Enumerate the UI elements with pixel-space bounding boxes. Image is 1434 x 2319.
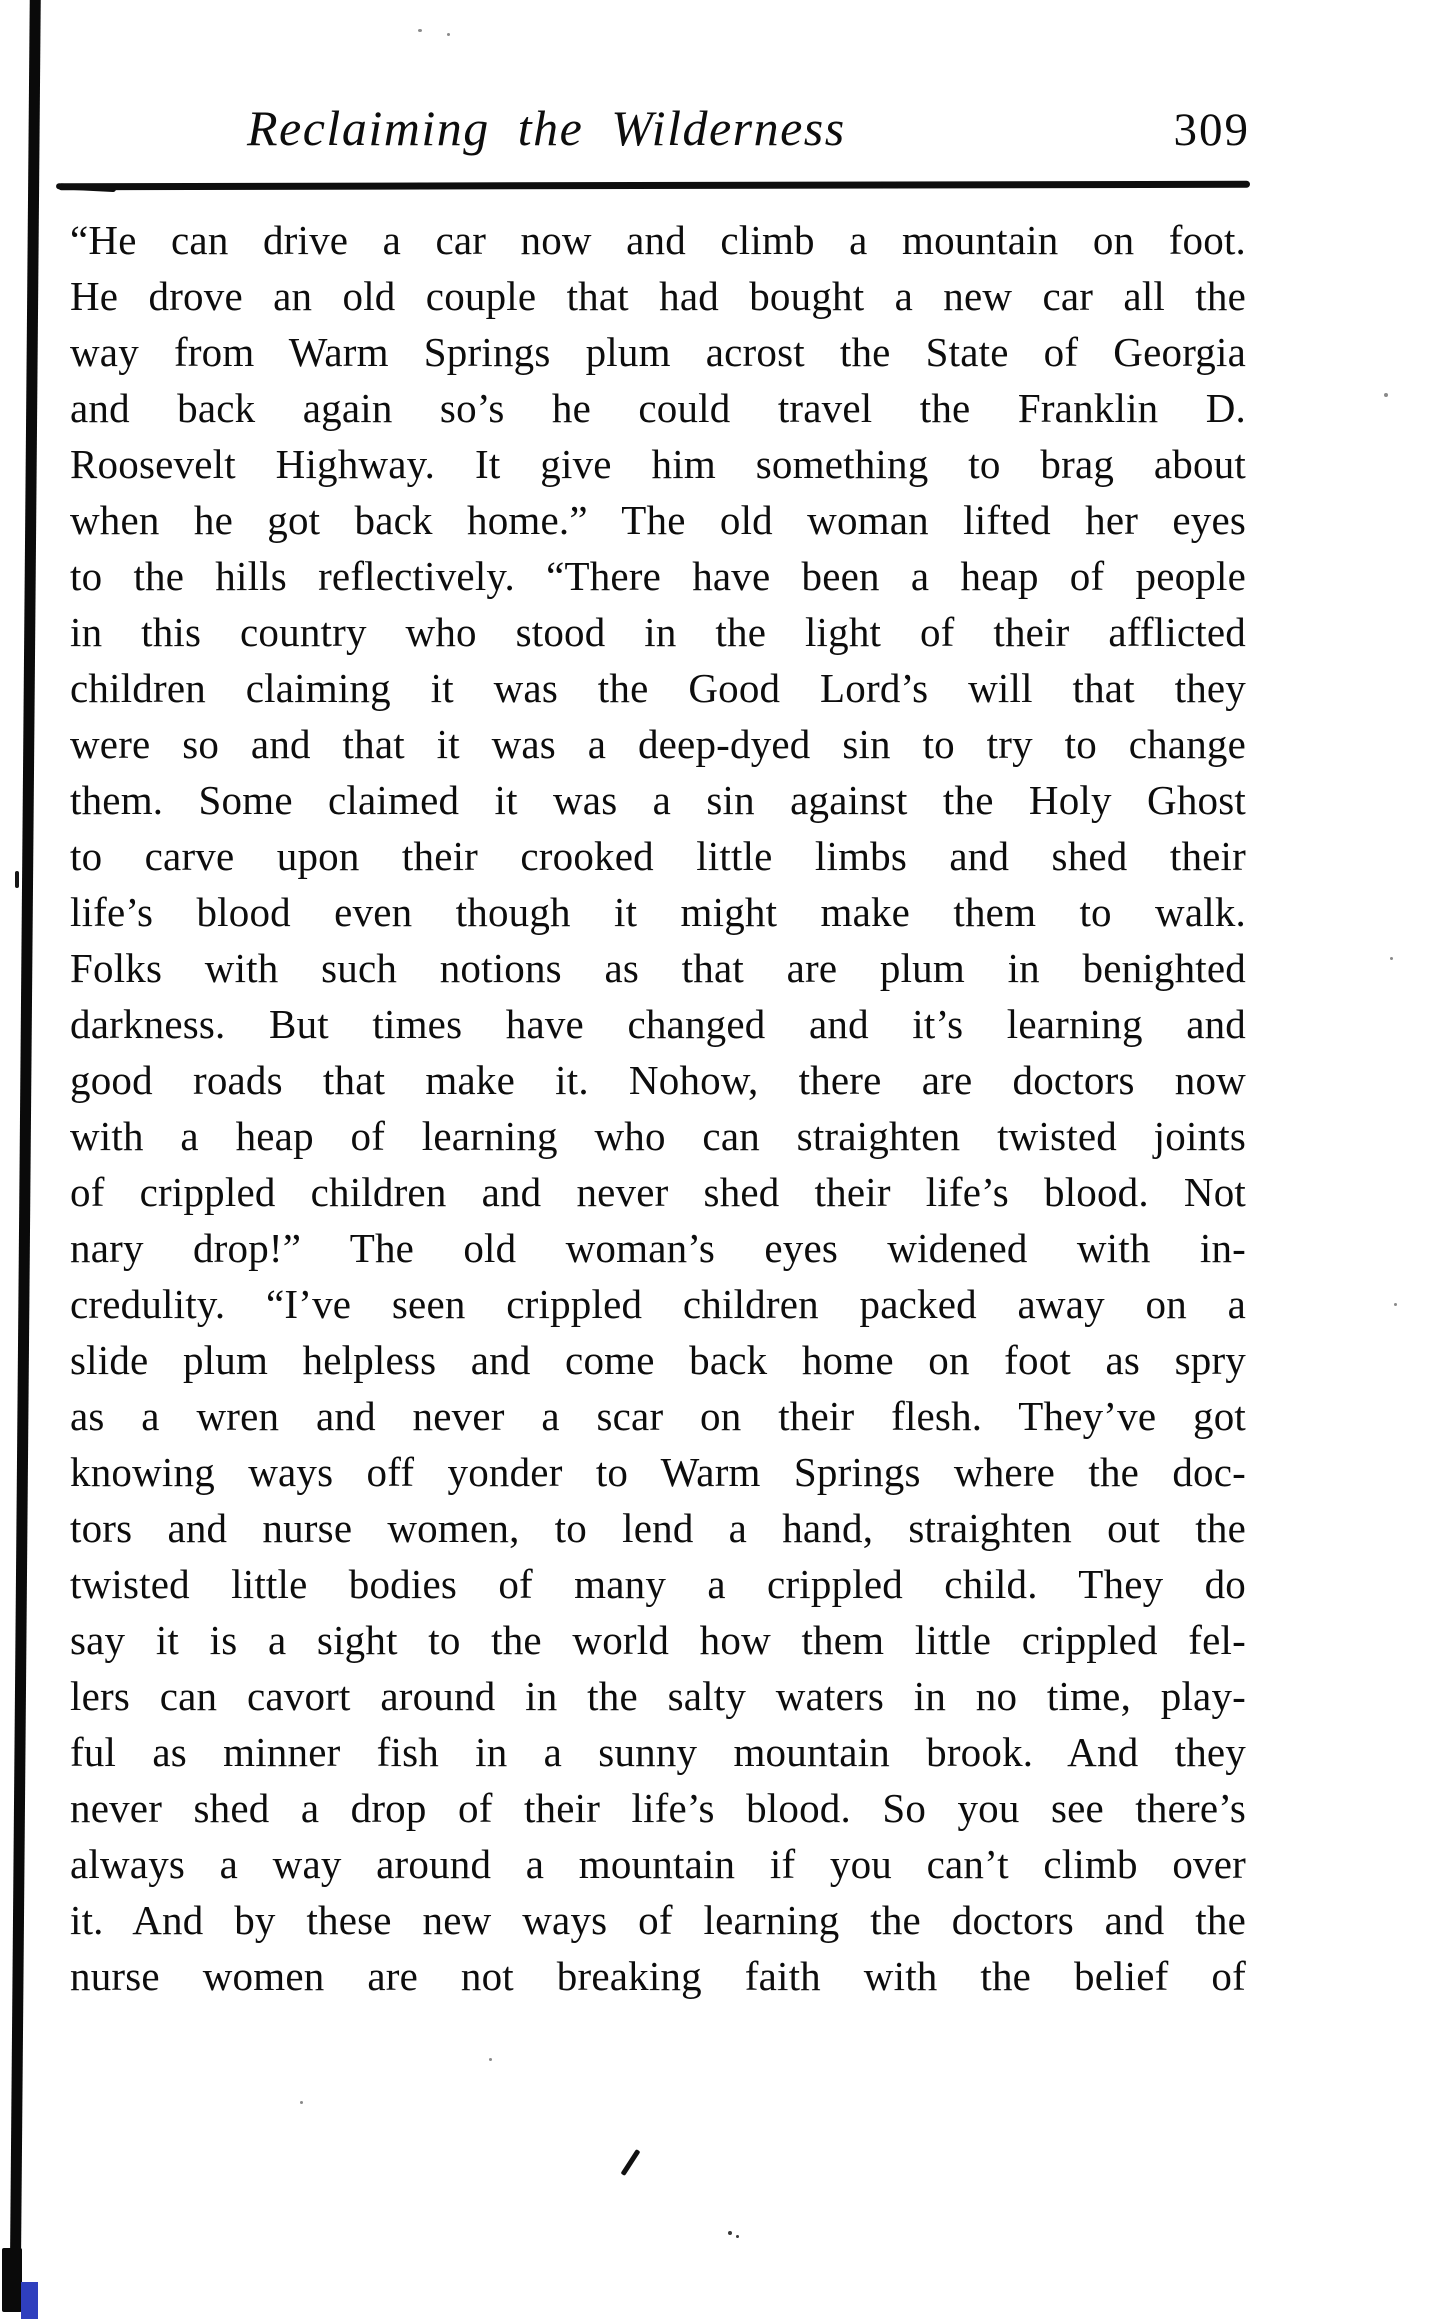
- text-line: Roosevelt Highway. It give him something to brag about: [70, 441, 1246, 487]
- text-line: of crippled children and never shed their life’s blood. Not: [70, 1169, 1246, 1215]
- text-line: good roads that make it. Nohow, there are doctors now: [70, 1057, 1246, 1103]
- text-line: say it is a sight to the world how them little crippled fel-: [70, 1617, 1246, 1663]
- scan-speck: [1394, 1303, 1397, 1306]
- head-rule: [58, 181, 1250, 190]
- margin-tick-mark: [15, 871, 19, 888]
- text-line: to the hills reflectively. “There have been a heap of people: [70, 553, 1246, 599]
- text-line: as a wren and never a scar on their flesh. They’ve got: [70, 1393, 1246, 1439]
- text-line: children claiming it was the Good Lord’s will that they: [70, 665, 1246, 711]
- spine-blue-mark: [21, 2282, 38, 2319]
- text-line: and back again so’s he could travel the Franklin D.: [70, 385, 1246, 431]
- text-line: with a heap of learning who can straighten twisted joints: [70, 1113, 1246, 1159]
- text-line: slide plum helpless and come back home on foot as spry: [70, 1337, 1246, 1383]
- scan-speck: [1384, 393, 1388, 397]
- text-line: lers can cavort around in the salty waters in no time, play-: [70, 1673, 1246, 1719]
- text-line: He drove an old couple that had bought a new car all the: [70, 273, 1246, 319]
- scan-speck: [447, 33, 450, 36]
- scan-speck: [736, 2235, 739, 2238]
- text-line: darkness. But times have changed and it’s learning and: [70, 1001, 1246, 1047]
- scan-speck: [300, 2101, 303, 2104]
- scan-speck: [489, 2058, 492, 2061]
- body-text-block: [70, 212, 1246, 2004]
- text-line: ful as minner fish in a sunny mountain brook. And they: [70, 1729, 1246, 1775]
- text-line: twisted little bodies of many a crippled child. They do: [70, 1561, 1246, 1607]
- scan-speck: [728, 2231, 732, 2235]
- text-line: in this country who stood in the light of their afflicted: [70, 609, 1246, 655]
- page-spine-blot: [2, 2248, 22, 2312]
- text-line: to carve upon their crooked little limbs and shed their: [70, 833, 1246, 879]
- text-line: way from Warm Springs plum acrost the State of Georgia: [70, 329, 1246, 375]
- stray-slash-mark: [621, 2149, 641, 2176]
- text-line: knowing ways off yonder to Warm Springs where the doc-: [70, 1449, 1246, 1495]
- text-line: credulity. “I’ve seen crippled children packed away on a: [70, 1281, 1246, 1327]
- text-line: it. And by these new ways of learning the doctors and the: [70, 1897, 1246, 1943]
- text-line: were so and that it was a deep-dyed sin to try to change: [70, 721, 1246, 767]
- text-line: life’s blood even though it might make them to walk.: [70, 889, 1246, 935]
- text-line: them. Some claimed it was a sin against the Holy Ghost: [70, 777, 1246, 823]
- text-line: always a way around a mountain if you can’t climb over: [70, 1841, 1246, 1887]
- text-line: tors and nurse women, to lend a hand, straighten out the: [70, 1505, 1246, 1551]
- text-line: when he got back home.” The old woman lifted her eyes: [70, 497, 1246, 543]
- page-spine-line: [10, 0, 41, 2262]
- text-line: Folks with such notions as that are plum in benighted: [70, 945, 1246, 991]
- text-line: never shed a drop of their life’s blood. So you see there’s: [70, 1785, 1246, 1831]
- scan-speck: [1390, 957, 1393, 960]
- running-head-title: Reclaiming the Wilderness: [247, 100, 846, 156]
- text-line: nary drop!” The old woman’s eyes widened with in-: [70, 1225, 1246, 1271]
- page-number: 309: [1173, 104, 1250, 156]
- text-line: “He can drive a car now and climb a mountain on foot.: [70, 217, 1246, 263]
- scan-speck: [418, 29, 422, 32]
- text-line: nurse women are not breaking faith with the belief of: [70, 1953, 1246, 1999]
